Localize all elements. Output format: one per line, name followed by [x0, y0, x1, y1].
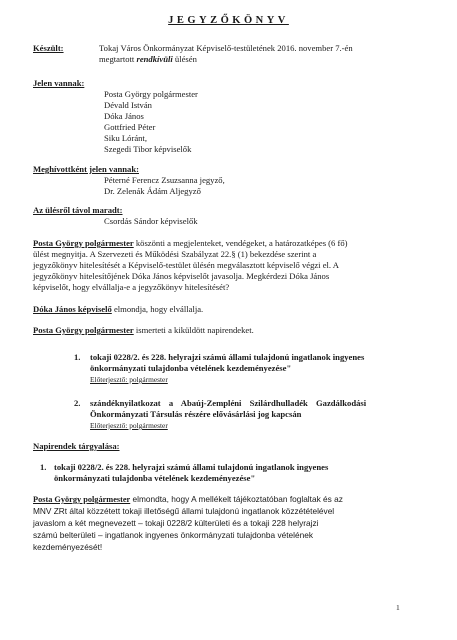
- keszult-label: Készült:: [33, 43, 64, 53]
- agenda-line: Önkormányzati Társulás részére elővásárlási jog kapcsán: [90, 409, 302, 419]
- tavol-label: Az ülésről távol maradt:: [33, 205, 123, 215]
- targyalasa-line: önkormányzati tulajdonba vételének kezdeményezése": [54, 473, 256, 483]
- agenda-num: 1.: [74, 352, 81, 362]
- targyalasa-line: tokaji 0228/2. és 228. helyrajzi számú állami tulajdonú ingatlanok ingyenes: [54, 462, 329, 472]
- p1-line: jegyzőkönyv hitelesítését a Képviselő-testület ülésén megválasztott képviselő végzi el. A: [33, 260, 339, 270]
- meghivottkent-label: Meghívottként jelen vannak:: [33, 164, 139, 174]
- jelen-vannak-label: Jelen vannak:: [33, 78, 85, 88]
- p4-line: MNV ZRt által közzétett tokaji illetőségű állami tulajdonú ingatlanok közzétételével: [33, 506, 335, 516]
- p1-speaker: Posta György polgármester: [33, 238, 134, 248]
- p2-line: Dóka János képviselő elmondja, hogy elvállalja.: [33, 304, 204, 314]
- document-title: JEGYZŐKÖNYV: [168, 15, 289, 26]
- p4-line: javaslom a két megnevezett – tokaji 0228/2 külterületi és a tokaji 228 helyrajzi: [33, 518, 319, 528]
- p1-line: jegyzőkönyv hitelesítőjének Dóka János képviselőt javasolja. Megkérdezi Dóka János: [33, 271, 330, 281]
- member-item: Posta György polgármester: [104, 89, 198, 99]
- targyalasa-label: Napirendek tárgyalása:: [33, 441, 120, 451]
- page-number: 1: [396, 603, 400, 612]
- member-item: Dévald István: [104, 100, 152, 110]
- agenda-presenter: Előterjesztő: polgármester: [90, 421, 168, 430]
- member-item: Dóka János: [104, 111, 144, 121]
- p1-line: ülést megnyitja. A Szervezeti és Működési Szabályzat 22.§ (1) bekezdése szerint a: [33, 249, 317, 259]
- targyalasa-num: 1.: [40, 462, 47, 472]
- guest-item: Dr. Zelenák Ádám Aljegyző: [104, 186, 201, 196]
- p4-line: számú belterületi – ingatlanok ingyenes önkormányzati tulajdonba vételének: [33, 530, 313, 540]
- p4-speaker: Posta György polgármester: [33, 495, 131, 504]
- rendkivuli-emphasis: rendkívüli: [136, 54, 173, 64]
- member-item: Siku Lóránt,: [104, 133, 147, 143]
- p3-line: Posta György polgármester ismerteti a kiküldött napirendeket.: [33, 325, 254, 335]
- absent-item: Csordás Sándor képviselők: [104, 216, 198, 226]
- member-item: Gottfried Péter: [104, 122, 156, 132]
- agenda-num: 2.: [74, 398, 81, 408]
- p4-line1: Posta György polgármester elmondta, hogy A mellékelt tájékoztatóban foglaltak és az: [33, 494, 343, 504]
- keszult-line2: megtartott rendkívüli ülésén: [99, 54, 197, 64]
- p3-speaker: Posta György polgármester: [33, 325, 134, 335]
- p4-line: kezdeményezését!: [33, 542, 103, 552]
- agenda-presenter: Előterjesztő: polgármester: [90, 375, 168, 384]
- p2-speaker: Dóka János képviselő: [33, 304, 112, 314]
- keszult-line1: Tokaj Város Önkormányzat Képviselő-testületének 2016. november 7.-én: [99, 43, 353, 53]
- agenda-line: szándéknyilatkozat a Abaúj-Zempléni Szilárdhulladék Gazdálkodási: [90, 398, 367, 408]
- member-item: Szegedi Tibor képviselők: [104, 144, 192, 154]
- p1-line: képviselőt, hogy elvállalja-e a jegyzőkönyv hitelesítését?: [33, 282, 230, 292]
- agenda-line: tokaji 0228/2. és 228. helyrajzi számú állami tulajdonú ingatlanok ingyenes: [90, 352, 365, 362]
- p1-line1: Posta György polgármester köszönti a megjelenteket, vendégeket, a határozatképes (6 fő): [33, 238, 348, 248]
- guest-item: Péterné Ferencz Zsuzsanna jegyző,: [104, 175, 225, 185]
- agenda-line: önkormányzati tulajdonba vételének kezdeményezése": [90, 363, 292, 373]
